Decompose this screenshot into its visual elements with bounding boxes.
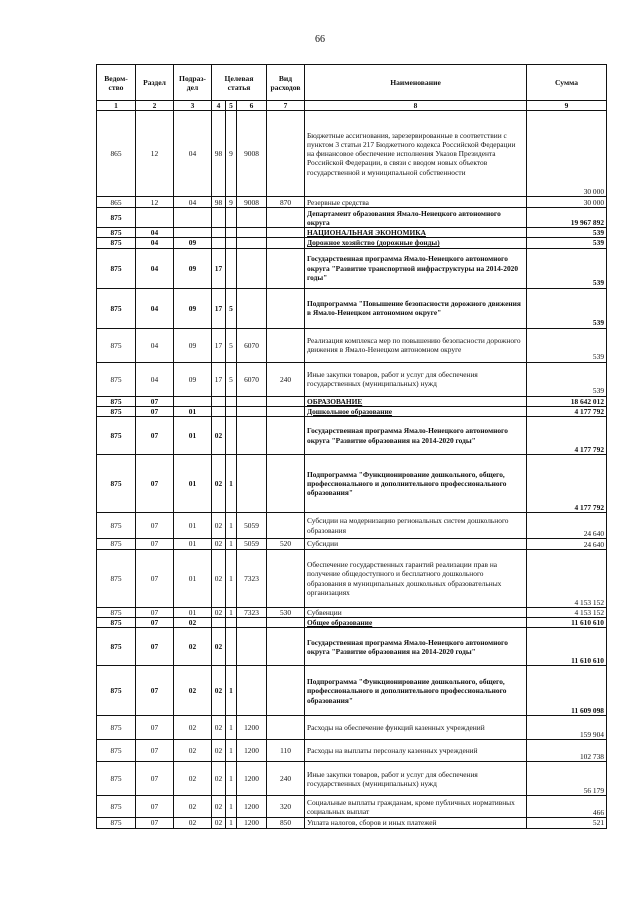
podrazdel-cell: 01 (174, 608, 212, 618)
razdel-cell: 07 (136, 417, 174, 455)
vedomstvo-cell: 875 (97, 608, 136, 618)
program-code-cell: 02 (212, 716, 226, 740)
subprogram-code-cell (226, 396, 237, 406)
subprogram-code-cell: 1 (226, 818, 237, 828)
podrazdel-cell: 02 (174, 666, 212, 716)
table-row (97, 288, 607, 328)
subprogram-code-cell: 5 (226, 288, 237, 328)
subprogram-code-cell: 1 (226, 716, 237, 740)
table-row (97, 417, 607, 455)
table-row (97, 248, 607, 288)
vedomstvo-cell: 875 (97, 362, 136, 396)
subprogram-code-cell (226, 248, 237, 288)
table-row (97, 228, 607, 238)
summa-cell: 539 (527, 362, 607, 396)
program-code-cell: 17 (212, 248, 226, 288)
podrazdel-cell (174, 228, 212, 238)
vid-raskhodov-cell (267, 111, 305, 197)
summa-cell: 466 (527, 796, 607, 818)
subprogram-code-cell: 1 (226, 608, 237, 618)
naimenovanie-cell: Государственная программа Ямало-Ненецкого автономного округа "Развитие образования на 2014-2020 годы" (305, 628, 527, 666)
razdel-cell (136, 208, 174, 228)
podrazdel-cell: 04 (174, 111, 212, 197)
subprogram-code-cell: 1 (226, 513, 237, 539)
budget-table (96, 64, 607, 829)
column-number-cell: 6 (237, 101, 267, 111)
table-row (97, 328, 607, 362)
razdel-cell: 12 (136, 197, 174, 208)
summa-cell: 539 (527, 328, 607, 362)
table-row (97, 197, 607, 208)
podrazdel-cell: 02 (174, 716, 212, 740)
subprogram-code-cell (226, 228, 237, 238)
podrazdel-cell: 01 (174, 417, 212, 455)
direction-code-cell (237, 406, 267, 416)
vedomstvo-cell: 875 (97, 740, 136, 762)
summa-cell: 4 177 792 (527, 406, 607, 416)
vid-raskhodov-cell (267, 628, 305, 666)
naimenovanie-cell: Государственная программа Ямало-Ненецкого автономного округа "Развитие образования на 2014-2020 годы" (305, 417, 527, 455)
direction-code-cell (237, 228, 267, 238)
vedomstvo-cell: 875 (97, 238, 136, 248)
naimenovanie-cell: Иные закупки товаров, работ и услуг для обеспечения государственных (муниципальных) нужд (305, 762, 527, 796)
vid-raskhodov-cell (267, 417, 305, 455)
summa-cell: 30 000 (527, 197, 607, 208)
vid-raskhodov-cell (267, 716, 305, 740)
header-podrazdel: Подраз- дел (174, 65, 212, 101)
summa-cell: 19 967 892 (527, 208, 607, 228)
naimenovanie-cell: Дошкольное образование (305, 406, 527, 416)
vedomstvo-cell: 875 (97, 618, 136, 628)
vedomstvo-cell: 875 (97, 455, 136, 513)
summa-cell: 30 000 (527, 111, 607, 197)
program-code-cell: 98 (212, 197, 226, 208)
program-code-cell: 02 (212, 513, 226, 539)
direction-code-cell: 6070 (237, 362, 267, 396)
table-row (97, 539, 607, 550)
summa-cell: 521 (527, 818, 607, 828)
razdel-cell: 04 (136, 362, 174, 396)
summa-cell: 539 (527, 288, 607, 328)
naimenovanie-cell: Бюджетные ассигнования, зарезервированные в соответствии с пунктом 3 статьи 217 Бюджетного кодекса Российской Федерации на финансовое обеспечение исполнения Указов Президента Российской Федерации, в связи с вводом новых объектов государственной и муниципальной собственности (305, 111, 527, 197)
vid-raskhodov-cell: 240 (267, 762, 305, 796)
vid-raskhodov-cell (267, 550, 305, 608)
table-row (97, 608, 607, 618)
subprogram-code-cell (226, 417, 237, 455)
table-row (97, 396, 607, 406)
razdel-cell: 12 (136, 111, 174, 197)
subprogram-code-cell: 1 (226, 796, 237, 818)
vid-raskhodov-cell (267, 208, 305, 228)
direction-code-cell: 9008 (237, 197, 267, 208)
column-number-cell: 7 (267, 101, 305, 111)
program-code-cell (212, 406, 226, 416)
summa-cell: 11 609 098 (527, 666, 607, 716)
direction-code-cell (237, 238, 267, 248)
naimenovanie-cell: Субвенции (305, 608, 527, 618)
subprogram-code-cell: 1 (226, 666, 237, 716)
vid-raskhodov-cell (267, 618, 305, 628)
vid-raskhodov-cell (267, 513, 305, 539)
subprogram-code-cell (226, 208, 237, 228)
razdel-cell: 04 (136, 228, 174, 238)
program-code-cell (212, 618, 226, 628)
naimenovanie-cell: Общее образование (305, 618, 527, 628)
direction-code-cell (237, 618, 267, 628)
vid-raskhodov-cell (267, 396, 305, 406)
vid-raskhodov-cell (267, 455, 305, 513)
razdel-cell: 04 (136, 248, 174, 288)
podrazdel-cell: 02 (174, 618, 212, 628)
program-code-cell: 02 (212, 796, 226, 818)
vedomstvo-cell: 875 (97, 513, 136, 539)
direction-code-cell: 1200 (237, 796, 267, 818)
vid-raskhodov-cell (267, 238, 305, 248)
razdel-cell: 04 (136, 288, 174, 328)
naimenovanie-cell: НАЦИОНАЛЬНАЯ ЭКОНОМИКА (305, 228, 527, 238)
razdel-cell: 07 (136, 762, 174, 796)
summa-cell: 539 (527, 248, 607, 288)
table-row (97, 818, 607, 828)
direction-code-cell: 9008 (237, 111, 267, 197)
podrazdel-cell: 02 (174, 740, 212, 762)
razdel-cell: 07 (136, 796, 174, 818)
column-number-cell: 8 (305, 101, 527, 111)
podrazdel-cell: 09 (174, 362, 212, 396)
direction-code-cell (237, 666, 267, 716)
subprogram-code-cell: 1 (226, 539, 237, 550)
vedomstvo-cell: 875 (97, 796, 136, 818)
summa-cell: 539 (527, 228, 607, 238)
podrazdel-cell: 09 (174, 288, 212, 328)
razdel-cell: 07 (136, 818, 174, 828)
program-code-cell: 02 (212, 539, 226, 550)
program-code-cell (212, 238, 226, 248)
podrazdel-cell: 09 (174, 328, 212, 362)
subprogram-code-cell: 1 (226, 740, 237, 762)
subprogram-code-cell: 5 (226, 328, 237, 362)
podrazdel-cell: 01 (174, 550, 212, 608)
header-summa: Сумма (527, 65, 607, 101)
podrazdel-cell: 02 (174, 762, 212, 796)
subprogram-code-cell: 1 (226, 550, 237, 608)
page-number: 66 (315, 34, 325, 45)
summa-cell: 4 177 792 (527, 455, 607, 513)
naimenovanie-cell: Субсидии на модернизацию региональных систем дошкольного образования (305, 513, 527, 539)
razdel-cell: 07 (136, 455, 174, 513)
naimenovanie-cell: Иные закупки товаров, работ и услуг для обеспечения государственных (муниципальных) нужд (305, 362, 527, 396)
table-row (97, 362, 607, 396)
razdel-cell: 04 (136, 238, 174, 248)
header-vid-raskhodov: Вид расходов (267, 65, 305, 101)
header-vedomstvo: Ведом- ство (97, 65, 136, 101)
header-razdel: Раздел (136, 65, 174, 101)
vedomstvo-cell: 875 (97, 628, 136, 666)
direction-code-cell: 1200 (237, 818, 267, 828)
column-number-cell: 5 (226, 101, 237, 111)
direction-code-cell: 6070 (237, 328, 267, 362)
program-code-cell: 17 (212, 328, 226, 362)
program-code-cell: 02 (212, 608, 226, 618)
vedomstvo-cell: 875 (97, 417, 136, 455)
summa-cell: 4 177 792 (527, 417, 607, 455)
vedomstvo-cell: 875 (97, 396, 136, 406)
vedomstvo-cell: 875 (97, 762, 136, 796)
razdel-cell: 07 (136, 539, 174, 550)
header-row (97, 65, 607, 101)
naimenovanie-cell: Подпрограмма "Функционирование дошкольного, общего, профессионального и дополнительного профессионального образования" (305, 666, 527, 716)
subprogram-code-cell: 9 (226, 111, 237, 197)
vid-raskhodov-cell (267, 328, 305, 362)
naimenovanie-cell: Подпрограмма "Повышение безопасности дорожного движения в Ямало-Ненецком автономном округе" (305, 288, 527, 328)
podrazdel-cell: 01 (174, 406, 212, 416)
vid-raskhodov-cell: 110 (267, 740, 305, 762)
program-code-cell: 02 (212, 740, 226, 762)
program-code-cell: 02 (212, 550, 226, 608)
column-number-cell: 1 (97, 101, 136, 111)
program-code-cell: 17 (212, 288, 226, 328)
program-code-cell: 98 (212, 111, 226, 197)
vid-raskhodov-cell: 870 (267, 197, 305, 208)
razdel-cell: 07 (136, 716, 174, 740)
naimenovanie-cell: Подпрограмма "Функционирование дошкольного, общего, профессионального и дополнительного профессионального образования" (305, 455, 527, 513)
podrazdel-cell: 01 (174, 455, 212, 513)
vedomstvo-cell: 865 (97, 111, 136, 197)
podrazdel-cell: 09 (174, 248, 212, 288)
program-code-cell: 02 (212, 455, 226, 513)
naimenovanie-cell: ОБРАЗОВАНИЕ (305, 396, 527, 406)
naimenovanie-cell: Реализация комплекса мер по повышению безопасности дорожного движения в Ямало-Ненецком автономном округе (305, 328, 527, 362)
direction-code-cell: 1200 (237, 740, 267, 762)
direction-code-cell: 1200 (237, 762, 267, 796)
razdel-cell: 07 (136, 406, 174, 416)
naimenovanie-cell: Расходы на обеспечение функций казенных учреждений (305, 716, 527, 740)
subprogram-code-cell (226, 238, 237, 248)
vid-raskhodov-cell (267, 288, 305, 328)
table-row (97, 208, 607, 228)
naimenovanie-cell: Государственная программа Ямало-Ненецкого автономного округа "Развитие транспортной инфраструктуры на 2014-2020 годы" (305, 248, 527, 288)
razdel-cell: 07 (136, 513, 174, 539)
podrazdel-cell: 02 (174, 818, 212, 828)
vedomstvo-cell: 875 (97, 818, 136, 828)
razdel-cell: 07 (136, 618, 174, 628)
column-number-cell: 2 (136, 101, 174, 111)
podrazdel-cell (174, 396, 212, 406)
vedomstvo-cell: 875 (97, 539, 136, 550)
podrazdel-cell: 02 (174, 796, 212, 818)
table-row (97, 455, 607, 513)
program-code-cell (212, 228, 226, 238)
program-code-cell: 02 (212, 628, 226, 666)
vedomstvo-cell: 875 (97, 288, 136, 328)
table-row (97, 796, 607, 818)
vid-raskhodov-cell: 320 (267, 796, 305, 818)
direction-code-cell: 5059 (237, 513, 267, 539)
table-row (97, 762, 607, 796)
summa-cell: 56 179 (527, 762, 607, 796)
table-row (97, 666, 607, 716)
podrazdel-cell: 01 (174, 513, 212, 539)
summa-cell: 4 153 152 (527, 550, 607, 608)
naimenovanie-cell: Уплата налогов, сборов и иных платежей (305, 818, 527, 828)
vid-raskhodov-cell (267, 228, 305, 238)
table-row (97, 406, 607, 416)
table-row (97, 618, 607, 628)
direction-code-cell (237, 628, 267, 666)
vedomstvo-cell: 875 (97, 248, 136, 288)
vid-raskhodov-cell (267, 406, 305, 416)
program-code-cell: 02 (212, 417, 226, 455)
podrazdel-cell: 04 (174, 197, 212, 208)
vedomstvo-cell: 875 (97, 716, 136, 740)
podrazdel-cell: 09 (174, 238, 212, 248)
direction-code-cell: 7323 (237, 550, 267, 608)
table-row (97, 513, 607, 539)
subprogram-code-cell (226, 406, 237, 416)
table-row (97, 550, 607, 608)
program-code-cell (212, 396, 226, 406)
vid-raskhodov-cell (267, 248, 305, 288)
summa-cell: 4 153 152 (527, 608, 607, 618)
subprogram-code-cell: 1 (226, 762, 237, 796)
direction-code-cell (237, 417, 267, 455)
razdel-cell: 07 (136, 608, 174, 618)
table-row (97, 740, 607, 762)
podrazdel-cell: 02 (174, 628, 212, 666)
vid-raskhodov-cell: 520 (267, 539, 305, 550)
direction-code-cell (237, 208, 267, 228)
column-number-cell: 4 (212, 101, 226, 111)
direction-code-cell (237, 396, 267, 406)
razdel-cell: 07 (136, 550, 174, 608)
vid-raskhodov-cell (267, 666, 305, 716)
naimenovanie-cell: Департамент образования Ямало-Ненецкого автономного округа (305, 208, 527, 228)
naimenovanie-cell: Дорожное хозяйство (дорожные фонды) (305, 238, 527, 248)
direction-code-cell: 7323 (237, 608, 267, 618)
direction-code-cell (237, 288, 267, 328)
summa-cell: 24 640 (527, 513, 607, 539)
naimenovanie-cell: Обеспечение государственных гарантий реализации прав на получение общедоступного и бесплатного дошкольного образования в муниципальных дошкольных образовательных организациях (305, 550, 527, 608)
vedomstvo-cell: 875 (97, 550, 136, 608)
column-number-cell: 9 (527, 101, 607, 111)
summa-cell: 24 640 (527, 539, 607, 550)
vedomstvo-cell: 865 (97, 197, 136, 208)
podrazdel-cell (174, 208, 212, 228)
subprogram-code-cell: 5 (226, 362, 237, 396)
naimenovanie-cell: Резервные средства (305, 197, 527, 208)
table-row (97, 238, 607, 248)
program-code-cell: 17 (212, 362, 226, 396)
razdel-cell: 07 (136, 666, 174, 716)
subprogram-code-cell (226, 628, 237, 666)
razdel-cell: 04 (136, 328, 174, 362)
program-code-cell (212, 208, 226, 228)
summa-cell: 159 904 (527, 716, 607, 740)
vid-raskhodov-cell: 240 (267, 362, 305, 396)
direction-code-cell (237, 455, 267, 513)
podrazdel-cell: 01 (174, 539, 212, 550)
vid-raskhodov-cell: 530 (267, 608, 305, 618)
naimenovanie-cell: Субсидии (305, 539, 527, 550)
direction-code-cell: 5059 (237, 539, 267, 550)
summa-cell: 18 642 012 (527, 396, 607, 406)
table-row (97, 628, 607, 666)
vid-raskhodov-cell: 850 (267, 818, 305, 828)
vedomstvo-cell: 875 (97, 328, 136, 362)
razdel-cell: 07 (136, 740, 174, 762)
summa-cell: 11 610 610 (527, 618, 607, 628)
program-code-cell: 02 (212, 762, 226, 796)
summa-cell: 102 738 (527, 740, 607, 762)
table-row (97, 111, 607, 197)
table-row (97, 716, 607, 740)
vedomstvo-cell: 875 (97, 208, 136, 228)
subprogram-code-cell: 1 (226, 455, 237, 513)
program-code-cell: 02 (212, 666, 226, 716)
direction-code-cell (237, 248, 267, 288)
razdel-cell: 07 (136, 396, 174, 406)
column-number-cell: 3 (174, 101, 212, 111)
header-naimenovanie: Наименование (305, 65, 527, 101)
program-code-cell: 02 (212, 818, 226, 828)
direction-code-cell: 1200 (237, 716, 267, 740)
vedomstvo-cell: 875 (97, 406, 136, 416)
summa-cell: 539 (527, 238, 607, 248)
subprogram-code-cell (226, 618, 237, 628)
vedomstvo-cell: 875 (97, 228, 136, 238)
header-celevaya-statya: Целевая статья (212, 65, 267, 101)
naimenovanie-cell: Социальные выплаты гражданам, кроме публичных нормативных социальных выплат (305, 796, 527, 818)
summa-cell: 11 610 610 (527, 628, 607, 666)
vedomstvo-cell: 875 (97, 666, 136, 716)
subprogram-code-cell: 9 (226, 197, 237, 208)
razdel-cell: 07 (136, 628, 174, 666)
naimenovanie-cell: Расходы на выплаты персоналу казенных учреждений (305, 740, 527, 762)
column-number-row (97, 101, 607, 111)
